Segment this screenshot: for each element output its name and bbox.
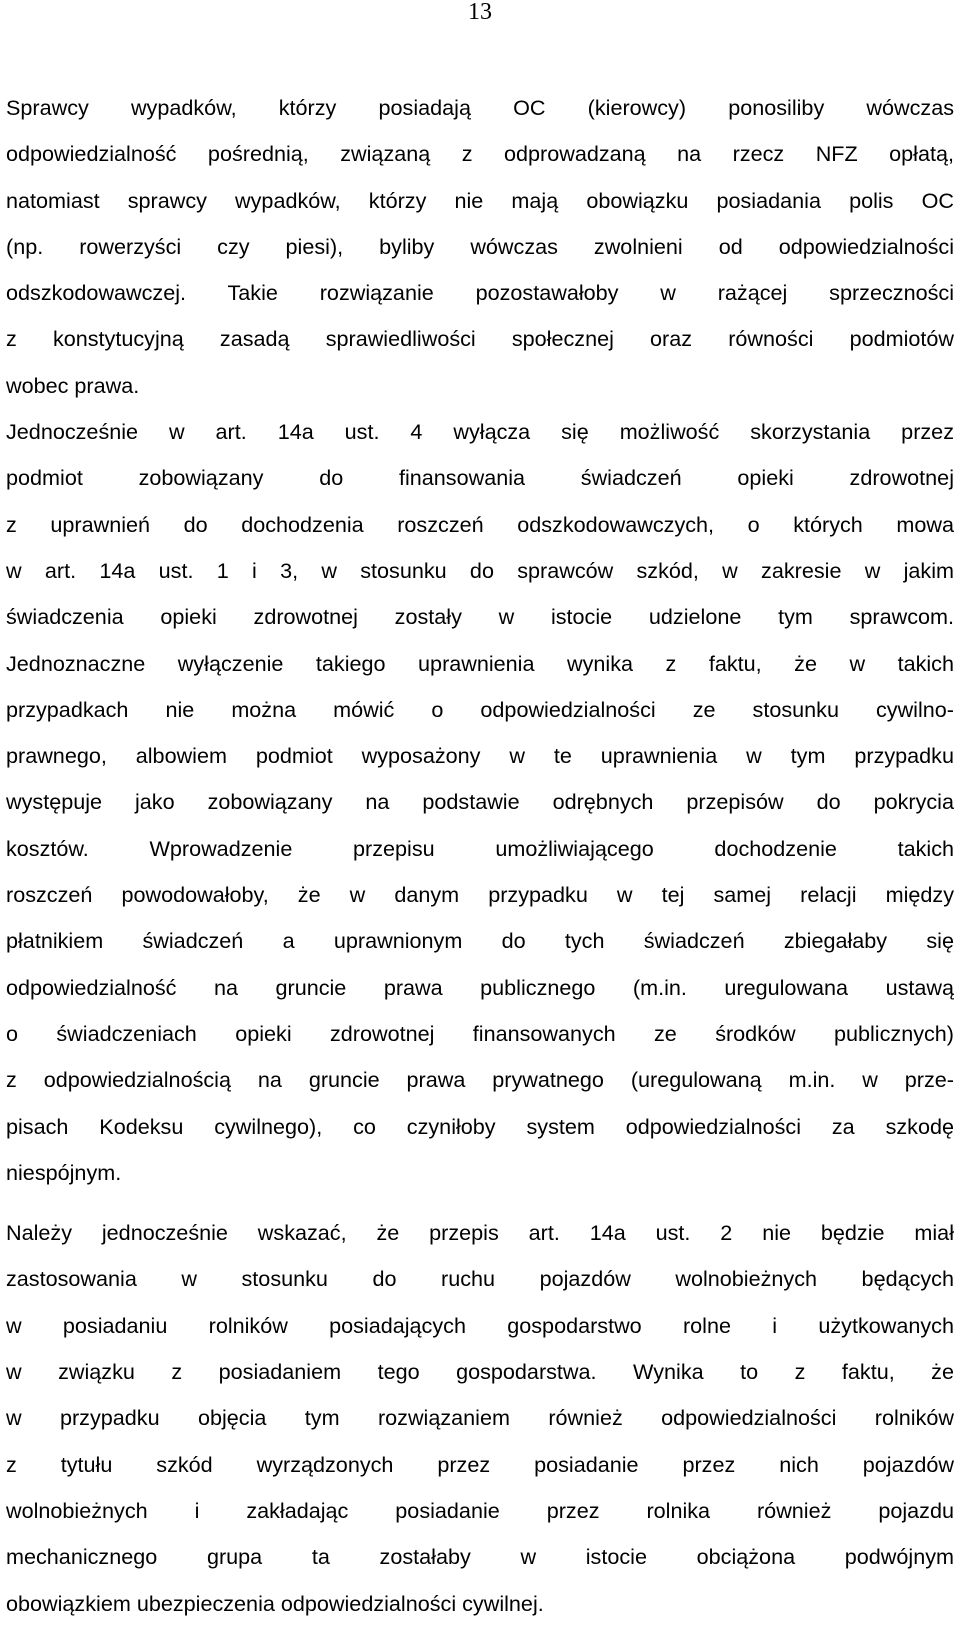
text-line: odpowiedzialność na gruncie prawa publicznego (m.in. uregulowana ustawą <box>6 974 954 1000</box>
text-line: przypadkach nie można mówić o odpowiedzialności ze stosunku cywilno- <box>6 696 954 722</box>
text-line: pisach Kodeksu cywilnego), co czyniłoby system odpowiedzialności za szkodę <box>6 1113 954 1139</box>
document-body <box>6 85 954 1627</box>
paragraph <box>6 1210 954 1627</box>
text-line: odszkodowawczej. Takie rozwiązanie pozostawałoby w rażącej sprzeczności <box>6 280 954 306</box>
text-line: występuje jako zobowiązany na podstawie odrębnych przepisów do pokrycia <box>6 789 954 815</box>
text-line: w związku z posiadaniem tego gospodarstwa. Wynika to z faktu, że <box>6 1359 954 1385</box>
text-line: z konstytucyjną zasadą sprawiedliwości społecznej oraz równości podmiotów <box>6 326 954 352</box>
text-line: z uprawnień do dochodzenia roszczeń odszkodowawczych, o których mowa <box>6 511 954 537</box>
paragraph <box>6 85 954 409</box>
text-line: w art. 14a ust. 1 i 3, w stosunku do sprawców szkód, w zakresie w jakim <box>6 557 954 583</box>
text-line: mechanicznego grupa ta zostałaby w istocie obciążona podwójnym <box>6 1544 954 1570</box>
text-line: Jednoznaczne wyłączenie takiego uprawnienia wynika z faktu, że w takich <box>6 650 954 676</box>
text-line: o świadczeniach opieki zdrowotnej finansowanych ze środków publicznych) <box>6 1020 954 1046</box>
text-line: z tytułu szkód wyrządzonych przez posiadanie przez nich pojazdów <box>6 1451 954 1477</box>
page-number: 13 <box>468 0 492 25</box>
text-line: z odpowiedzialnością na gruncie prawa prywatnego (uregulowaną m.in. w prze- <box>6 1067 954 1093</box>
text-line: Należy jednocześnie wskazać, że przepis art. 14a ust. 2 nie będzie miał <box>6 1220 954 1246</box>
text-line: odpowiedzialność pośrednią, związaną z odprowadzaną na rzecz NFZ opłatą, <box>6 141 954 167</box>
text-line: Jednocześnie w art. 14a ust. 4 wyłącza się możliwość skorzystania przez <box>6 419 954 445</box>
text-line: w posiadaniu rolników posiadających gospodarstwo rolne i użytkowanych <box>6 1312 954 1338</box>
text-line: (np. rowerzyści czy piesi), byliby wówczas zwolnieni od odpowiedzialności <box>6 233 954 259</box>
text-line: wolnobieżnych i zakładając posiadanie przez rolnika również pojazdu <box>6 1497 954 1523</box>
paragraph-spacer <box>6 1196 954 1210</box>
text-line: roszczeń powodowałoby, że w danym przypadku w tej samej relacji między <box>6 882 954 908</box>
text-line: prawnego, albowiem podmiot wyposażony w te uprawnienia w tym przypadku <box>6 743 954 769</box>
text-line: zastosowania w stosunku do ruchu pojazdów wolnobieżnych będących <box>6 1266 954 1292</box>
text-line: wobec prawa. <box>6 372 140 398</box>
text-line: płatnikiem świadczeń a uprawnionym do tych świadczeń zbiegałaby się <box>6 928 954 954</box>
paragraph <box>6 409 954 1196</box>
text-line: Sprawcy wypadków, którzy posiadają OC (kierowcy) ponosiliby wówczas <box>6 95 954 120</box>
text-line: podmiot zobowiązany do finansowania świadczeń opieki zdrowotnej <box>6 465 954 491</box>
text-line: świadczenia opieki zdrowotnej zostały w istocie udzielone tym sprawcom. <box>6 604 954 630</box>
text-line: kosztów. Wprowadzenie przepisu umożliwiającego dochodzenie takich <box>6 835 954 861</box>
text-line: w przypadku objęcia tym rozwiązaniem również odpowiedzialności rolników <box>6 1405 954 1431</box>
text-line: niespójnym. <box>6 1159 122 1185</box>
text-line: obowiązkiem ubezpieczenia odpowiedzialności cywilnej. <box>6 1590 544 1616</box>
text-line: natomiast sprawcy wypadków, którzy nie mają obowiązku posiadania polis OC <box>6 187 954 213</box>
